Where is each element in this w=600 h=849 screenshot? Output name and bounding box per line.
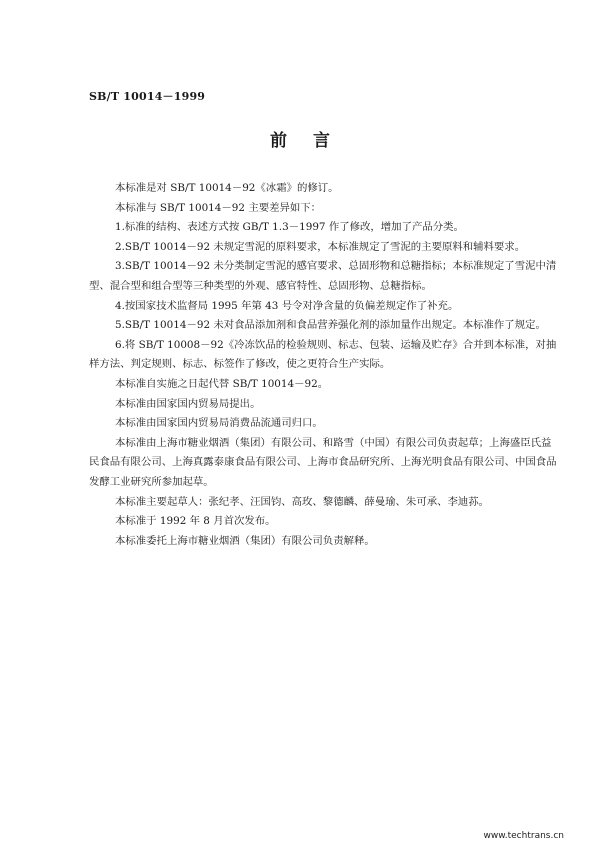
standard-code: SB/T 10014－1999 — [89, 90, 206, 103]
paragraph: 4.按国家技术监督局 1995 年第 43 号令对净含量的负偏差规定作了补充。 — [115, 299, 459, 312]
footer-url: www.techtrans.cn — [483, 831, 564, 841]
paragraph: 本标准委托上海市糖业烟酒（集团）有限公司负责解释。 — [115, 534, 375, 547]
page-title: 前言 — [270, 131, 356, 151]
paragraph: 2.SB/T 10014－92 未规定雪泥的原料要求，本标准规定了雪泥的主要原料和辅料要求。 — [115, 240, 526, 253]
paragraph: 5.SB/T 10014－92 未对食品添加剂和食品营养强化剂的添加量作出规定。本标准作了规定。 — [115, 319, 546, 332]
paragraph: 本标准于 1992 年 8 月首次发布。 — [115, 515, 276, 528]
foreword-body — [89, 179, 557, 551]
paragraph: 本标准由上海市糖业烟酒（集团）有限公司、和路雪（中国）有限公司负责起草；上海盛臣氏益民食品有限公司、上海真露泰康食品有限公司、上海市食品研究所、上海光明食品有限公司、中国食品发酵工业研究所参加起草。 — [89, 436, 557, 488]
paragraph: 本标准与 SB/T 10014－92 主要差异如下： — [115, 201, 322, 214]
paragraph: 本标准是对 SB/T 10014－92《冰霜》的修订。 — [115, 182, 339, 194]
paragraph: 本标准由国家国内贸易局提出。 — [115, 397, 261, 410]
paragraph: 本标准自实施之日起代替 SB/T 10014－92。 — [115, 377, 329, 390]
paragraph: 1.标准的结构、表述方式按 GB/T 1.3－1997 作了修改，增加了产品分类。 — [115, 221, 464, 234]
paragraph: 3.SB/T 10014－92 未分类制定雪泥的感官要求、总固形物和总糖指标；本标准规定了雪泥中清型、混合型和组合型等三种类型的外观、感官特性、总固形物、总糖指标。 — [89, 260, 557, 292]
paragraph: 本标准由国家国内贸易局消费品流通司归口。 — [115, 417, 323, 430]
paragraph: 本标准主要起草人：张纪孝、汪国钧、高玫、黎德麟、薛曼瑜、朱可承、李迪荪。 — [115, 495, 490, 508]
paragraph: 6.将 SB/T 10008－92《冷冻饮品的检验规则、标志、包装、运输及贮存》合并到本标准，对抽样方法、判定规则、标志、标签作了修改，使之更符合生产实际。 — [89, 338, 557, 371]
